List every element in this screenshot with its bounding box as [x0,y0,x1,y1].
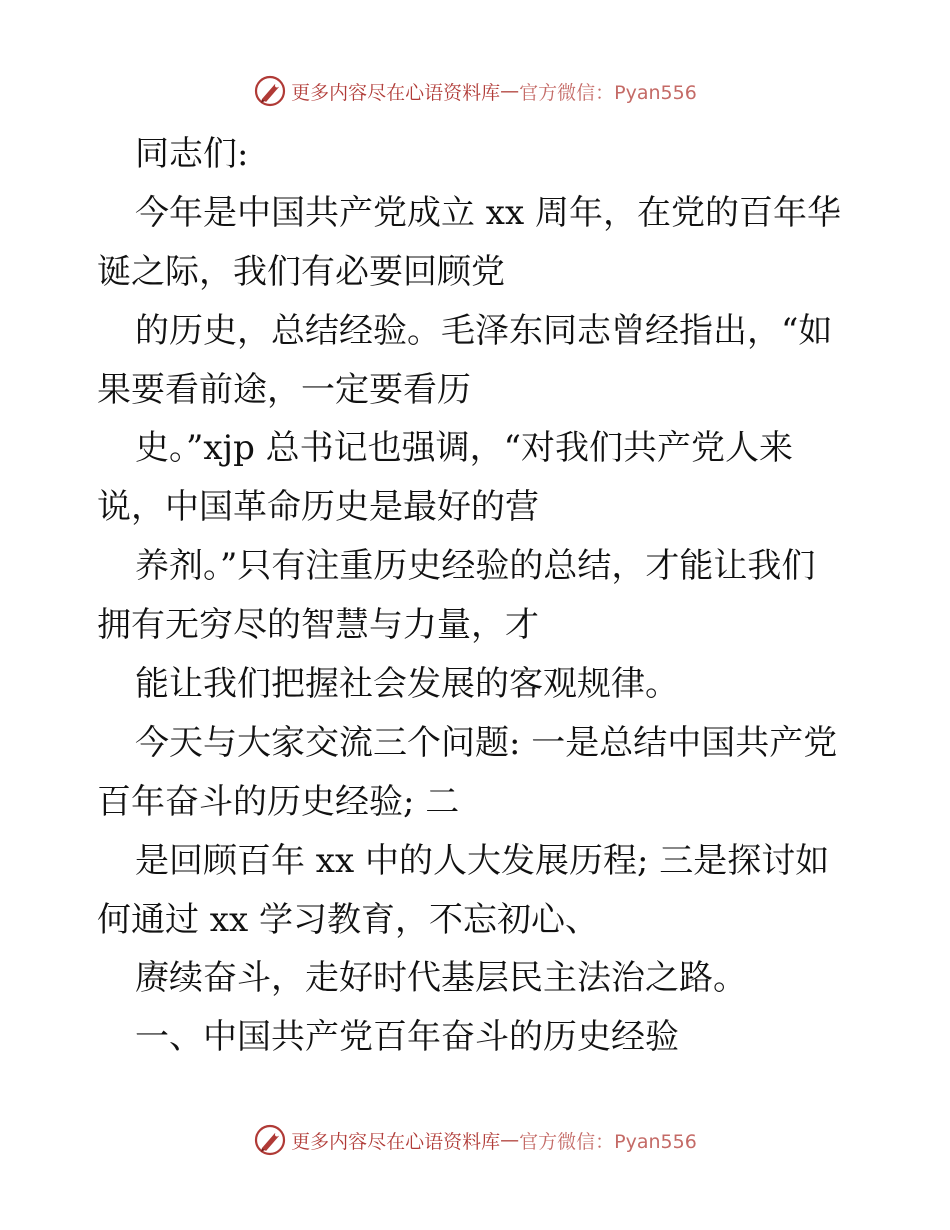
body-line: 的历史，总结经验。毛泽东同志曾经指出，“如 [135,310,833,351]
watermark-banner-bottom [0,1120,950,1160]
body-line: 史。”xjp 总书记也强调，“对我们共产党人来 [135,428,794,469]
watermark-separator: — [500,1129,520,1151]
body-line: 果要看前途，一定要看历 [97,369,471,410]
body-line: 今天与大家交流三个问题: 一是总结中国共产党 [135,722,838,763]
watermark-main-text: 更多内容尽在心语资料库 [291,1130,501,1153]
document-body [97,125,857,1067]
body-line: 今年是中国共产党成立 xx 周年，在党的百年华 [135,192,841,233]
watermark-banner-top [0,71,950,111]
pen-logo-icon [253,1123,287,1157]
body-line: 是回顾百年 xx 中的人大发展历程; 三是探讨如 [135,840,830,881]
body-line: 养剂。”只有注重历史经验的总结，才能让我们 [135,546,816,587]
section-heading: 一、中国共产党百年奋斗的历史经验 [135,1017,679,1058]
body-line: 何通过 xx 学习教育，不忘初心、 [97,899,599,940]
body-line: 诞之际，我们有必要回顾党 [97,251,505,292]
watermark-contact-text: 官方微信：Pyan556 [519,81,697,104]
body-line: 说，中国革命历史是最好的营 [97,487,539,528]
body-line: 能让我们把握社会发展的客观规律。 [135,664,679,705]
body-line: 拥有无穷尽的智慧与力量，才 [97,605,539,646]
body-line: 同志们: [135,134,249,174]
pen-logo-icon [253,74,287,108]
watermark-main-text: 更多内容尽在心语资料库 [291,81,501,104]
body-line: 赓续奋斗，走好时代基层民主法治之路。 [135,958,747,999]
watermark-contact-text: 官方微信：Pyan556 [519,1130,697,1153]
body-line: 百年奋斗的历史经验; 二 [97,781,460,822]
watermark-separator: — [500,80,520,102]
